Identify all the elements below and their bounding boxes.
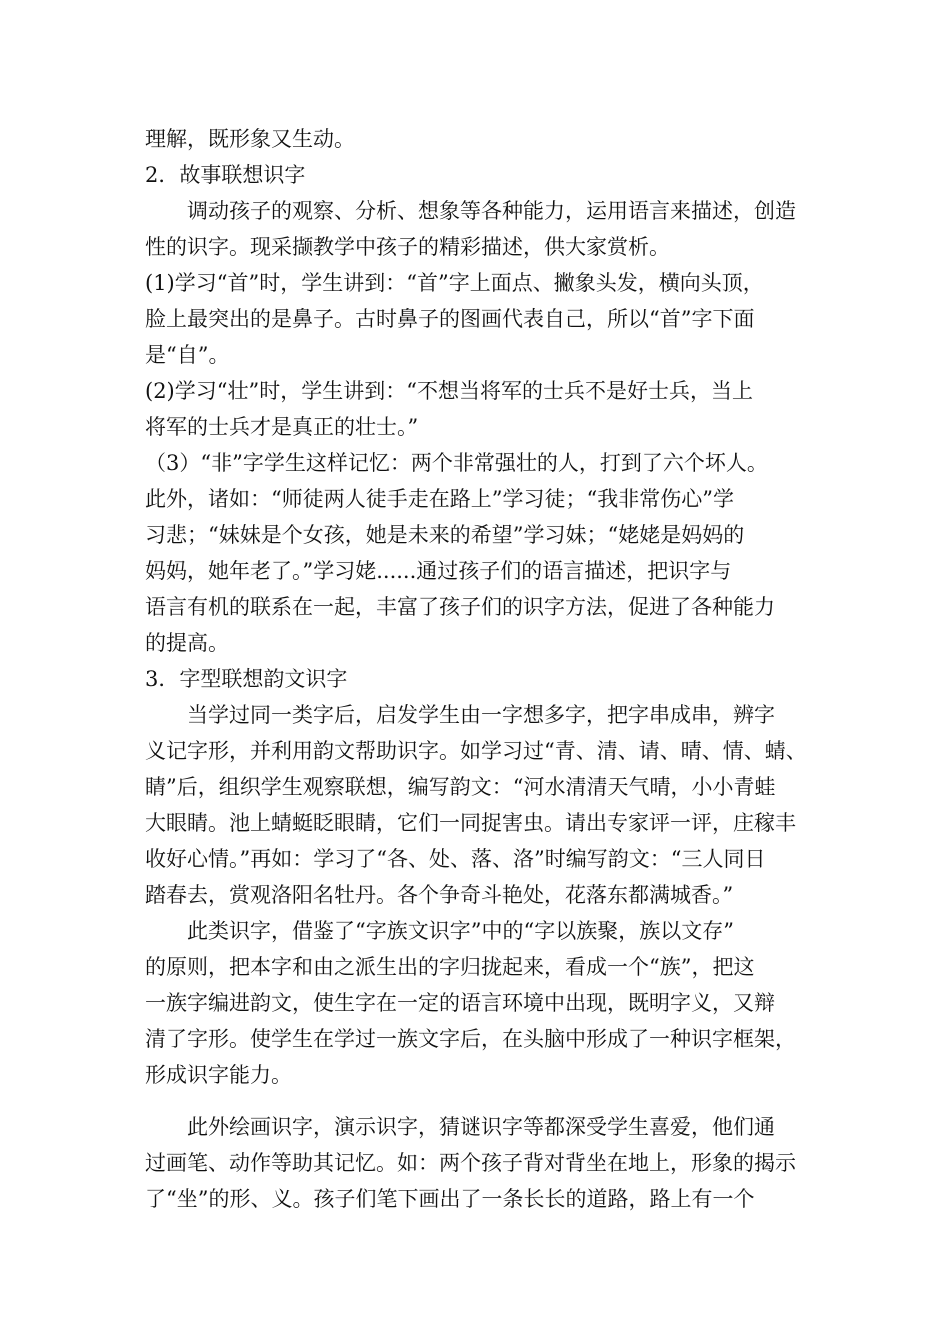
text-line: 了“坐”的形、义。孩子们笔下画出了一条长长的道路，路上有一个 [145,1187,755,1211]
text-line: 习悲；“妹妹是个女孩，她是未来的希望”学习妹；“姥姥是妈妈的 [145,523,745,547]
text-line: 义记字形，并利用韵文帮助识字。如学习过“青、清、请、晴、情、蜻、 [145,739,807,763]
text-line: 妈妈，她年老了。”学习姥......通过孩子们的语言描述，把识字与 [145,559,732,583]
text-line: 形成识字能力。 [145,1063,292,1087]
text-line: 此外，诸如：“师徒两人徒手走在路上”学习徒；“我非常伤心”学 [145,487,734,511]
text-line: 脸上最突出的是鼻子。古时鼻子的图画代表自己，所以“首”字下面 [145,307,755,331]
text-line: 语言有机的联系在一起，丰富了孩子们的识字方法，促进了各种能力 [145,595,775,619]
text-line: 是“自”。 [145,343,230,367]
section-heading: 3．字型联想韵文识字 [145,667,348,691]
text-line: 理解，既形象又生动。 [145,127,355,151]
text-line: 一族字编进韵文，使生字在一定的语言环境中出现，既明字义，又辩 [145,991,775,1015]
text-line: 将军的士兵才是真正的壮士。” [145,415,419,439]
section-heading: 2．故事联想识字 [145,163,306,187]
text-line: 收好心情。”再如：学习了“各、处、落、洛”时编写韵文：“三人同日 [145,847,766,871]
text-line: 睛”后，组织学生观察联想，编写韵文：“河水清清天气晴，小小青蛙 [145,775,776,799]
text-line: （3）“非”字学生这样记忆：两个非常强壮的人，打到了六个坏人。 [145,451,768,475]
text-line: (1)学习“首”时，学生讲到：“首”字上面点、撇象头发，横向头顶， [145,271,764,295]
text-line: (2)学习“壮”时，学生讲到：“不想当将军的士兵不是好士兵，当上 [145,379,753,403]
text-line: 的原则，把本字和由之派生出的字归拢起来，看成一个“族”，把这 [145,955,755,979]
text-line: 过画笔、动作等助其记忆。如：两个孩子背对背坐在地上，形象的揭示 [145,1151,796,1175]
text-line: 大眼睛。池上蜻蜓眨眼睛，它们一同捉害虫。请出专家评一评，庄稼丰 [145,811,796,835]
text-line: 踏春去，赏观洛阳名牡丹。各个争奇斗艳处，花落东都满城香。” [145,883,734,907]
text-line: 此类识字，借鉴了“字族文识字”中的“字以族聚，族以文存” [187,919,734,943]
text-line: 当学过同一类字后，启发学生由一字想多字，把字串成串，辨字 [187,703,775,727]
text-line: 清了字形。使学生在学过一族文字后，在头脑中形成了一种识字框架， [145,1027,796,1051]
text-line: 此外绘画识字，演示识字，猜谜识字等都深受学生喜爱，他们通 [187,1115,775,1139]
text-line: 调动孩子的观察、分析、想象等各种能力，运用语言来描述，创造 [187,199,796,223]
text-line: 性的识字。现采撷教学中孩子的精彩描述，供大家赏析。 [145,235,670,259]
text-line: 的提高。 [145,631,229,655]
